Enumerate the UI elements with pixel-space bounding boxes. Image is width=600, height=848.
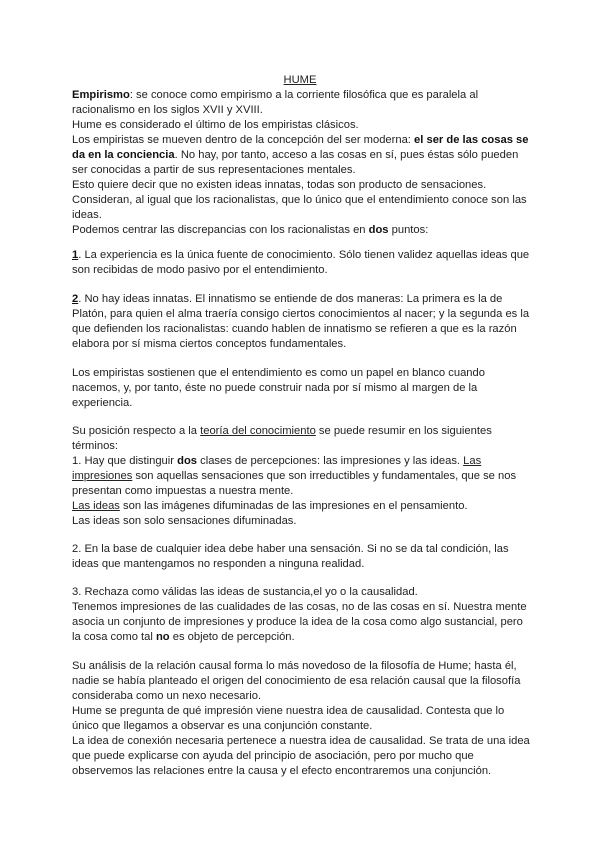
causal-paragraph-2: Hume se pregunta de qué impresión viene nuestra idea de causalidad. Contesta que lo único que llegamos a observar es una conjunción constante.	[72, 705, 505, 732]
theory-ideas-summary: Las ideas son solo sensaciones difuminadas.	[72, 515, 297, 527]
point-2: 2. No hay ideas innatas. El innatismo se entiende de dos maneras: La primera es la de Platón, para quien el alma traería consigo ciertos conocimientos al nacer; y la segunda es la que defienden los racionalistas: cuando hablen de innatismo se refieren a que es la razón elabora por sí misma ciertos conceptos fundamentales.	[72, 293, 530, 350]
point-2-number: 2	[72, 293, 79, 305]
blank-slate-paragraph: Los empiristas sostienen que el entendimiento es como un papel en blanco cuando nacemos, y, por tanto, éste no puede construir nada por sí mismo al margen de la experiencia.	[72, 367, 485, 409]
intro-section	[72, 88, 532, 238]
term-empirismo: Empirismo	[72, 89, 130, 101]
causal-paragraph-1: Su análisis de la relación causal forma lo más novedoso de la filosofía de Hume; hasta él, nadie se había planteado el origen del conocimiento de esa relación causal que la filosofía consideraba como un nexo necesario.	[72, 660, 521, 702]
point-1: 1. La experiencia es la única fuente de conocimiento. Sólo tienen validez aquellas ideas que son recibidas de modo pasivo por el entendimiento.	[72, 249, 530, 276]
item-3-body: Tenemos impresiones de las cualidades de las cosas, no de las cosas en sí. Nuestra mente asocia un conjunto de impresiones y produce la idea de la cosa como algo sustancial, pero la cosa como tal no es objeto de percepción.	[72, 601, 527, 643]
causal-section	[72, 659, 532, 779]
page-title: HUME	[283, 74, 317, 86]
theory-item-2: 2. En la base de cualquier idea debe haber una sensación. Si no se da tal condición, las ideas que mantengamos no responden a ninguna realidad.	[72, 543, 509, 570]
theory-item-3	[72, 585, 532, 645]
intro-concepcion: Los empiristas se mueven dentro de la concepción del ser moderna: el ser de las cosas se da en la conciencia. No hay, por tanto, acceso a las cosas en sí, pues éstas sólo pueden ser conocidas a partir de sus representaciones mentales.	[72, 134, 529, 176]
theory-intro: Su posición respecto a la teoría del conocimiento se puede resumir en los siguientes términos:	[72, 425, 492, 452]
term-ideas: Las ideas	[72, 500, 120, 512]
intro-innatas: Esto quiere decir que no existen ideas innatas, todas son producto de sensaciones.	[72, 179, 487, 191]
intro-hume: Hume es considerado el último de los empiristas clásicos.	[72, 119, 359, 131]
intro-definition: Empirismo: se conoce como empirismo a la corriente filosófica que es paralela al racionalismo en los siglos XVII y XVIII.	[72, 89, 479, 116]
theory-link: teoría del conocimiento	[200, 425, 316, 437]
intro-ideas: Consideran, al igual que los racionalistas, que lo único que el entendimiento conoce son las ideas.	[72, 194, 527, 221]
point-1-number: 1	[72, 249, 79, 261]
causal-paragraph-3: La idea de conexión necesaria pertenece a nuestra idea de causalidad. Se trata de una idea que puede explicarse con ayuda del principio de asociación, pero por mucho que observemos las relaciones entre la causa y el efecto encontraremos una conjunción.	[72, 735, 530, 777]
theory-section	[72, 424, 532, 529]
theory-ideas: Las ideas son las imágenes difuminadas de las impresiones en el pensamiento.	[72, 500, 468, 512]
item-3-title: 3. Rechaza como válidas las ideas de sustancia,el yo o la causalidad.	[72, 586, 418, 598]
term-impresiones: Las impresiones	[72, 455, 482, 482]
intro-discrepancias: Podemos centrar las discrepancias con los racionalistas en dos puntos:	[72, 224, 429, 236]
theory-item-1: 1. Hay que distinguir dos clases de percepciones: las impresiones y las ideas. Las impresiones son aquellas sensaciones que son irreductibles y fundamentales, que se nos presentan como impuestas a nuestra mente.	[72, 455, 517, 497]
